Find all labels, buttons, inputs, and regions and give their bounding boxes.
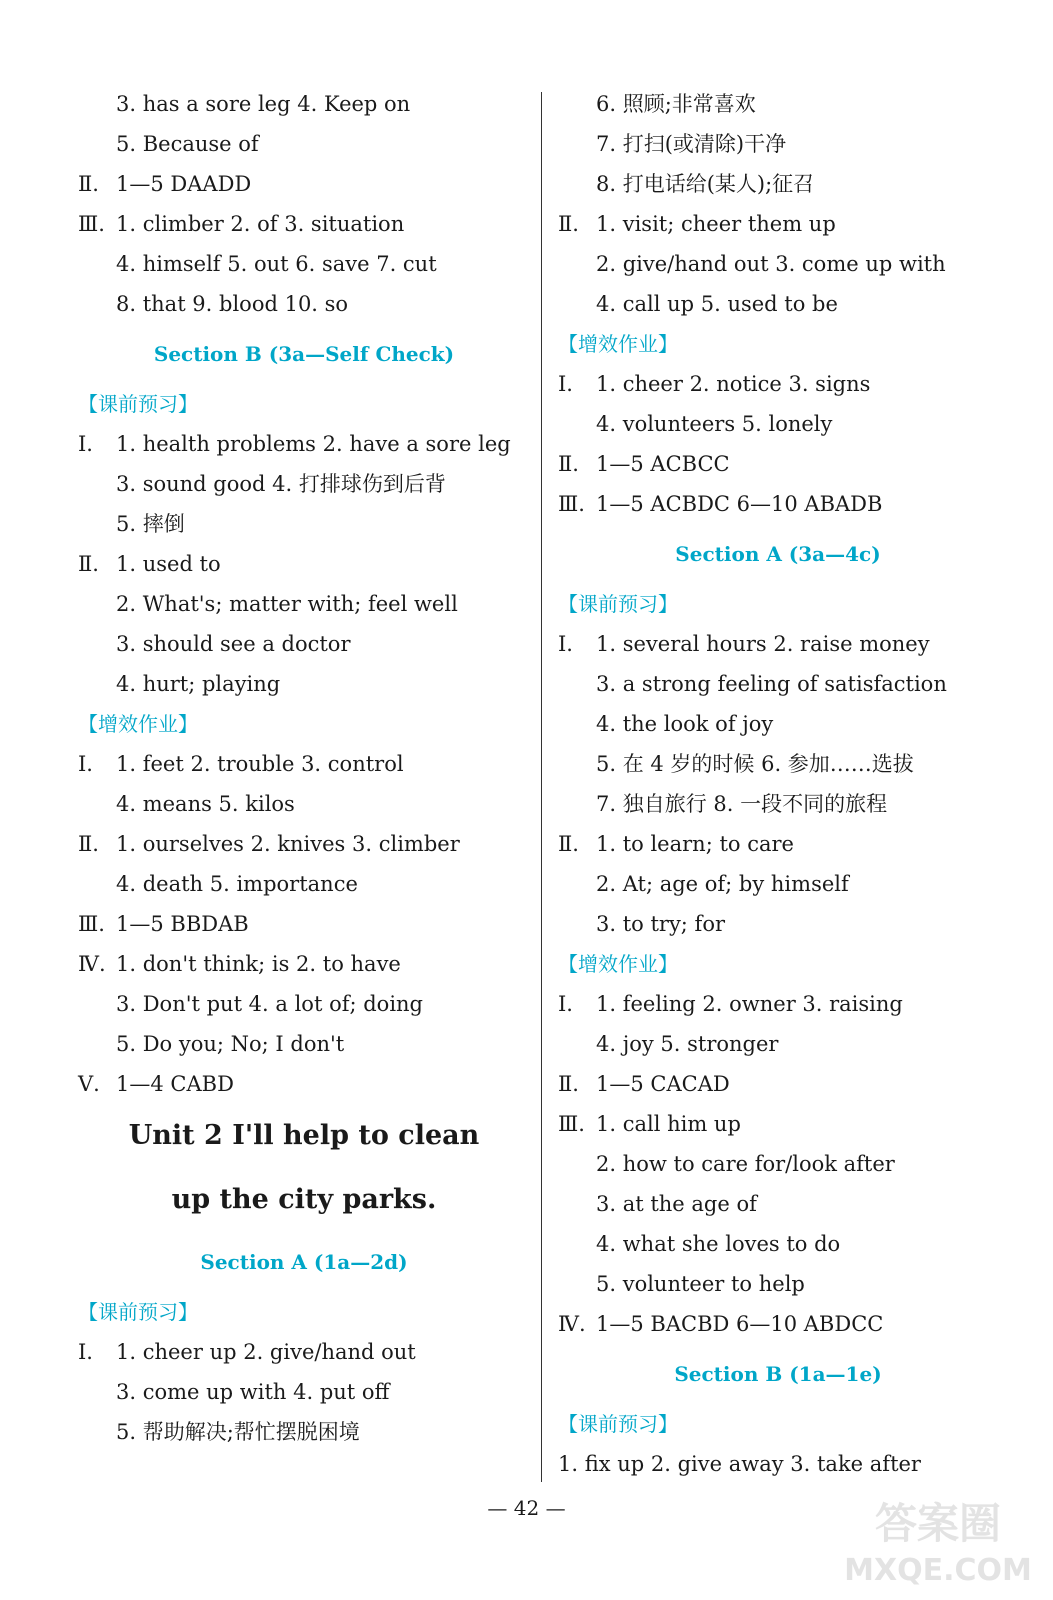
answer-text: 1. feet 2. trouble 3. control bbox=[116, 752, 404, 776]
roman-label: Ⅲ. bbox=[558, 1112, 585, 1136]
category-tag: 【课前预习】 bbox=[78, 392, 198, 416]
roman-label: Ⅰ. bbox=[558, 632, 573, 656]
roman-label: Ⅱ. bbox=[78, 552, 99, 576]
answer-line bbox=[78, 164, 530, 204]
answer-line: 2. What's; matter with; feel well bbox=[116, 592, 458, 616]
section-heading: Section B (3a—Self Check) bbox=[153, 342, 455, 366]
answer-text: 1. used to bbox=[116, 552, 221, 576]
answer-line: 3. to try; for bbox=[596, 912, 726, 936]
roman-label: Ⅱ. bbox=[558, 452, 579, 476]
roman-label: Ⅱ. bbox=[78, 832, 99, 856]
answer-line bbox=[558, 1304, 998, 1344]
unit-title: Unit 2 I'll help to clean bbox=[128, 1120, 480, 1151]
answer-line: 3. has a sore leg 4. Keep on bbox=[116, 92, 411, 116]
right-column bbox=[558, 84, 998, 1484]
roman-label: Ⅳ. bbox=[78, 952, 106, 976]
category-tag: 【课前预习】 bbox=[558, 1412, 678, 1436]
answer-line bbox=[78, 904, 530, 944]
answer-line: 8. 打电话给(某人);征召 bbox=[596, 172, 815, 196]
section-heading: Section B (1a—1e) bbox=[674, 1362, 882, 1386]
roman-label: Ⅰ. bbox=[78, 432, 93, 456]
answer-line: 2. how to care for/look after bbox=[596, 1152, 895, 1176]
answer-line: 8. that 9. blood 10. so bbox=[116, 292, 349, 316]
category-tag: 【增效作业】 bbox=[558, 332, 678, 356]
roman-label: Ⅲ. bbox=[558, 492, 585, 516]
answer-text: 1. health problems 2. have a sore leg bbox=[116, 432, 511, 456]
section-heading: Section A (3a—4c) bbox=[675, 542, 881, 566]
answer-text: 1. feeling 2. owner 3. raising bbox=[596, 992, 903, 1016]
answer-text: 1—5 ACBCC bbox=[596, 452, 730, 476]
roman-label: Ⅱ. bbox=[558, 1072, 579, 1096]
answer-line: 4. means 5. kilos bbox=[116, 792, 295, 816]
answer-line bbox=[78, 1332, 530, 1372]
category-tag: 【增效作业】 bbox=[558, 952, 678, 976]
answer-line: 5. Because of bbox=[116, 132, 259, 156]
answer-line: 6. 照顾;非常喜欢 bbox=[596, 92, 756, 116]
answer-line: 7. 独自旅行 8. 一段不同的旅程 bbox=[596, 792, 888, 816]
answer-text: 1. several hours 2. raise money bbox=[596, 632, 930, 656]
roman-label: Ⅲ. bbox=[78, 212, 105, 236]
answer-line bbox=[78, 944, 530, 984]
answer-line bbox=[558, 1104, 998, 1144]
roman-label: Ⅱ. bbox=[558, 832, 579, 856]
answer-line: 5. volunteer to help bbox=[596, 1272, 805, 1296]
answer-line: 4. the look of joy bbox=[596, 712, 774, 736]
answer-text: 1. to learn; to care bbox=[596, 832, 794, 856]
answer-line: 4. death 5. importance bbox=[116, 872, 358, 896]
watermark-text: 答案圈 bbox=[874, 1499, 1002, 1548]
roman-label: Ⅱ. bbox=[558, 212, 579, 236]
answer-line bbox=[78, 744, 530, 784]
answer-line: 5. 帮助解决;帮忙摆脱困境 bbox=[116, 1420, 360, 1444]
answer-line: 3. a strong feeling of satisfaction bbox=[596, 672, 947, 696]
roman-label: Ⅴ. bbox=[78, 1072, 100, 1096]
answer-line bbox=[78, 204, 530, 244]
answer-line: 3. come up with 4. put off bbox=[116, 1380, 390, 1404]
roman-label: Ⅰ. bbox=[558, 992, 573, 1016]
unit-title: up the city parks. bbox=[171, 1184, 437, 1215]
answer-line: 4. volunteers 5. lonely bbox=[596, 412, 833, 436]
answer-line bbox=[78, 824, 530, 864]
roman-label: Ⅰ. bbox=[78, 1340, 93, 1364]
answer-line bbox=[558, 484, 998, 524]
answer-line bbox=[558, 444, 998, 484]
answer-text: 1. call him up bbox=[596, 1112, 741, 1136]
answer-text: 1—5 ACBDC 6—10 ABADB bbox=[596, 492, 883, 516]
answer-line bbox=[78, 424, 530, 464]
answer-line: 4. what she loves to do bbox=[596, 1232, 841, 1256]
roman-label: Ⅰ. bbox=[78, 752, 93, 776]
answer-line: 2. give/hand out 3. come up with bbox=[596, 252, 946, 276]
category-tag: 【增效作业】 bbox=[78, 712, 198, 736]
answer-text: 1—5 DAADD bbox=[116, 172, 252, 196]
category-tag: 【课前预习】 bbox=[558, 592, 678, 616]
answer-line bbox=[558, 824, 998, 864]
answer-line: 3. sound good 4. 打排球伤到后背 bbox=[116, 472, 446, 496]
watermark-url: MXQE.COM bbox=[844, 1553, 1032, 1588]
answer-line: 4. himself 5. out 6. save 7. cut bbox=[116, 252, 437, 276]
answer-line: 7. 打扫(或清除)干净 bbox=[596, 132, 787, 156]
answer-line bbox=[558, 624, 998, 664]
column-divider bbox=[541, 92, 542, 1482]
answer-line bbox=[558, 364, 998, 404]
roman-label: Ⅱ. bbox=[78, 172, 99, 196]
answer-line: 3. at the age of bbox=[596, 1192, 757, 1216]
answer-text: 1. cheer up 2. give/hand out bbox=[116, 1340, 416, 1364]
answer-text: 1. cheer 2. notice 3. signs bbox=[596, 372, 871, 396]
answer-text: 1—5 BACBD 6—10 ABDCC bbox=[596, 1312, 884, 1336]
answer-line bbox=[558, 984, 998, 1024]
answer-line: 4. joy 5. stronger bbox=[596, 1032, 779, 1056]
category-tag: 【课前预习】 bbox=[78, 1300, 198, 1324]
left-column bbox=[78, 84, 530, 1452]
answer-line bbox=[78, 1064, 530, 1104]
answer-line: 5. 在 4 岁的时候 6. 参加……选拔 bbox=[596, 752, 914, 776]
answer-text: 1. climber 2. of 3. situation bbox=[116, 212, 405, 236]
answer-text: 1. visit; cheer them up bbox=[596, 212, 836, 236]
answer-line: 3. should see a doctor bbox=[116, 632, 351, 656]
answer-line: 5. Do you; No; I don't bbox=[116, 1032, 345, 1056]
answer-line bbox=[558, 204, 998, 244]
roman-label: Ⅰ. bbox=[558, 372, 573, 396]
roman-label: Ⅳ. bbox=[558, 1312, 586, 1336]
answer-text: 1—4 CABD bbox=[116, 1072, 234, 1096]
watermark-logo bbox=[843, 1490, 1033, 1590]
answer-text: 1. don't think; is 2. to have bbox=[116, 952, 401, 976]
answer-line: 2. At; age of; by himself bbox=[596, 872, 849, 896]
answer-line bbox=[558, 1064, 998, 1104]
section-heading: Section A (1a—2d) bbox=[200, 1250, 408, 1274]
answer-line: 3. Don't put 4. a lot of; doing bbox=[116, 992, 424, 1016]
answer-text: 1. ourselves 2. knives 3. climber bbox=[116, 832, 460, 856]
answer-line: 1. fix up 2. give away 3. take after bbox=[558, 1452, 921, 1476]
answer-line bbox=[78, 544, 530, 584]
answer-text: 1—5 BBDAB bbox=[116, 912, 249, 936]
answer-line: 4. call up 5. used to be bbox=[596, 292, 838, 316]
answer-line: 5. 摔倒 bbox=[116, 512, 185, 536]
page-number: — 42 — bbox=[487, 1496, 566, 1520]
answer-text: 1—5 CACAD bbox=[596, 1072, 730, 1096]
roman-label: Ⅲ. bbox=[78, 912, 105, 936]
answer-line: 4. hurt; playing bbox=[116, 672, 281, 696]
